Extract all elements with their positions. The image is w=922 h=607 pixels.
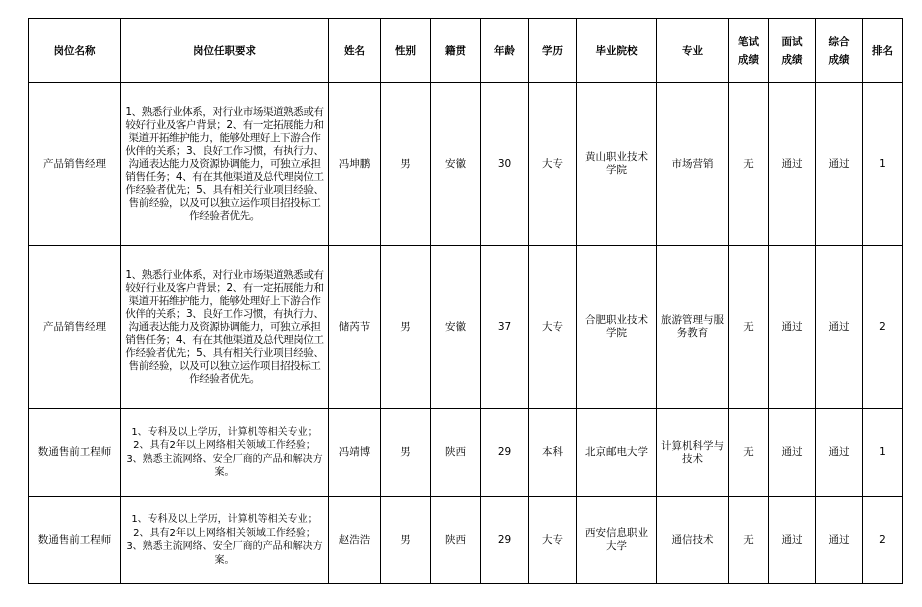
- cell-major: 计算机科学与技术: [657, 409, 729, 497]
- header-age: 年龄: [481, 19, 529, 83]
- header-overall-line1: 综合: [828, 35, 850, 48]
- header-interview-line2: 成绩: [781, 53, 803, 66]
- header-name: 姓名: [329, 19, 381, 83]
- header-interview-line1: 面试: [781, 35, 803, 48]
- table-row: [29, 83, 903, 246]
- candidate-table: [28, 18, 903, 584]
- cell-education: 大专: [529, 497, 577, 584]
- cell-education: 大专: [529, 83, 577, 246]
- header-position: 岗位名称: [29, 19, 121, 83]
- cell-rank: 2: [863, 497, 903, 584]
- cell-gender: 男: [381, 83, 431, 246]
- cell-overall: 通过: [816, 409, 863, 497]
- cell-major: 通信技术: [657, 497, 729, 584]
- cell-age: 29: [481, 409, 529, 497]
- cell-interview: 通过: [769, 409, 816, 497]
- cell-interview: 通过: [769, 497, 816, 584]
- cell-school: 北京邮电大学: [577, 409, 657, 497]
- cell-overall: 通过: [816, 497, 863, 584]
- cell-rank: 1: [863, 83, 903, 246]
- table-header-row: [29, 19, 903, 83]
- header-origin: 籍贯: [431, 19, 481, 83]
- cell-name: 冯靖博: [329, 409, 381, 497]
- cell-origin: 安徽: [431, 83, 481, 246]
- header-requirements: 岗位任职要求: [121, 19, 329, 83]
- cell-written: 无: [729, 409, 769, 497]
- cell-major: 旅游管理与服务教育: [657, 246, 729, 409]
- cell-name: 冯坤鹏: [329, 83, 381, 246]
- cell-position: 产品销售经理: [29, 246, 121, 409]
- cell-school: 西安信息职业大学: [577, 497, 657, 584]
- header-education: 学历: [529, 19, 577, 83]
- cell-education: 大专: [529, 246, 577, 409]
- cell-requirements: 1、熟悉行业体系，对行业市场渠道熟悉或有较好行业及客户背景；2、有一定拓展能力和渠道开拓维护能力，能够处理好上下游合作伙伴的关系；3、良好工作习惯，有执行力、沟通表达能力及资源协调能力，可独立承担销售任务；4、有在其他渠道及总代理岗位工作经验者优先；5、具有相关行业项目经验、售前经验，以及可以独立运作项目招投标工作经验者优先。: [121, 246, 329, 409]
- cell-gender: 男: [381, 497, 431, 584]
- cell-written: 无: [729, 497, 769, 584]
- header-rank: 排名: [863, 19, 903, 83]
- table-row: [29, 246, 903, 409]
- cell-age: 29: [481, 497, 529, 584]
- cell-position: 产品销售经理: [29, 83, 121, 246]
- cell-overall: 通过: [816, 246, 863, 409]
- cell-education: 本科: [529, 409, 577, 497]
- header-major: 专业: [657, 19, 729, 83]
- cell-interview: 通过: [769, 246, 816, 409]
- cell-age: 37: [481, 246, 529, 409]
- cell-name: 赵浩浩: [329, 497, 381, 584]
- header-overall-score: [816, 19, 863, 83]
- header-interview-score: [769, 19, 816, 83]
- cell-origin: 陕西: [431, 409, 481, 497]
- cell-major: 市场营销: [657, 83, 729, 246]
- cell-written: 无: [729, 246, 769, 409]
- header-school: 毕业院校: [577, 19, 657, 83]
- table-row: [29, 497, 903, 584]
- cell-age: 30: [481, 83, 529, 246]
- cell-origin: 安徽: [431, 246, 481, 409]
- table-row: [29, 409, 903, 497]
- cell-interview: 通过: [769, 83, 816, 246]
- header-overall-line2: 成绩: [828, 53, 850, 66]
- cell-school: 合肥职业技术学院: [577, 246, 657, 409]
- cell-position: 数通售前工程师: [29, 409, 121, 497]
- cell-rank: 1: [863, 409, 903, 497]
- cell-origin: 陕西: [431, 497, 481, 584]
- cell-requirements: 1、专科及以上学历，计算机等相关专业； 2、具有2年以上网络相关领域工作经验； 3、熟悉主流网络、安全厂商的产品和解决方案。: [121, 497, 329, 584]
- cell-overall: 通过: [816, 83, 863, 246]
- cell-rank: 2: [863, 246, 903, 409]
- cell-requirements: 1、专科及以上学历，计算机等相关专业； 2、具有2年以上网络相关领域工作经验； 3、熟悉主流网络、安全厂商的产品和解决方案。: [121, 409, 329, 497]
- cell-position: 数通售前工程师: [29, 497, 121, 584]
- cell-name: 储芮节: [329, 246, 381, 409]
- cell-school: 黄山职业技术学院: [577, 83, 657, 246]
- cell-written: 无: [729, 83, 769, 246]
- cell-requirements: 1、熟悉行业体系，对行业市场渠道熟悉或有较好行业及客户背景；2、有一定拓展能力和渠道开拓维护能力，能够处理好上下游合作伙伴的关系；3、良好工作习惯，有执行力、沟通表达能力及资源协调能力，可独立承担销售任务；4、有在其他渠道及总代理岗位工作经验者优先；5、具有相关行业项目经验、售前经验，以及可以独立运作项目招投标工作经验者优先。: [121, 83, 329, 246]
- cell-gender: 男: [381, 409, 431, 497]
- header-gender: 性别: [381, 19, 431, 83]
- header-written-line1: 笔试: [738, 35, 759, 48]
- cell-gender: 男: [381, 246, 431, 409]
- header-written-score: [729, 19, 769, 83]
- header-written-line2: 成绩: [738, 53, 759, 66]
